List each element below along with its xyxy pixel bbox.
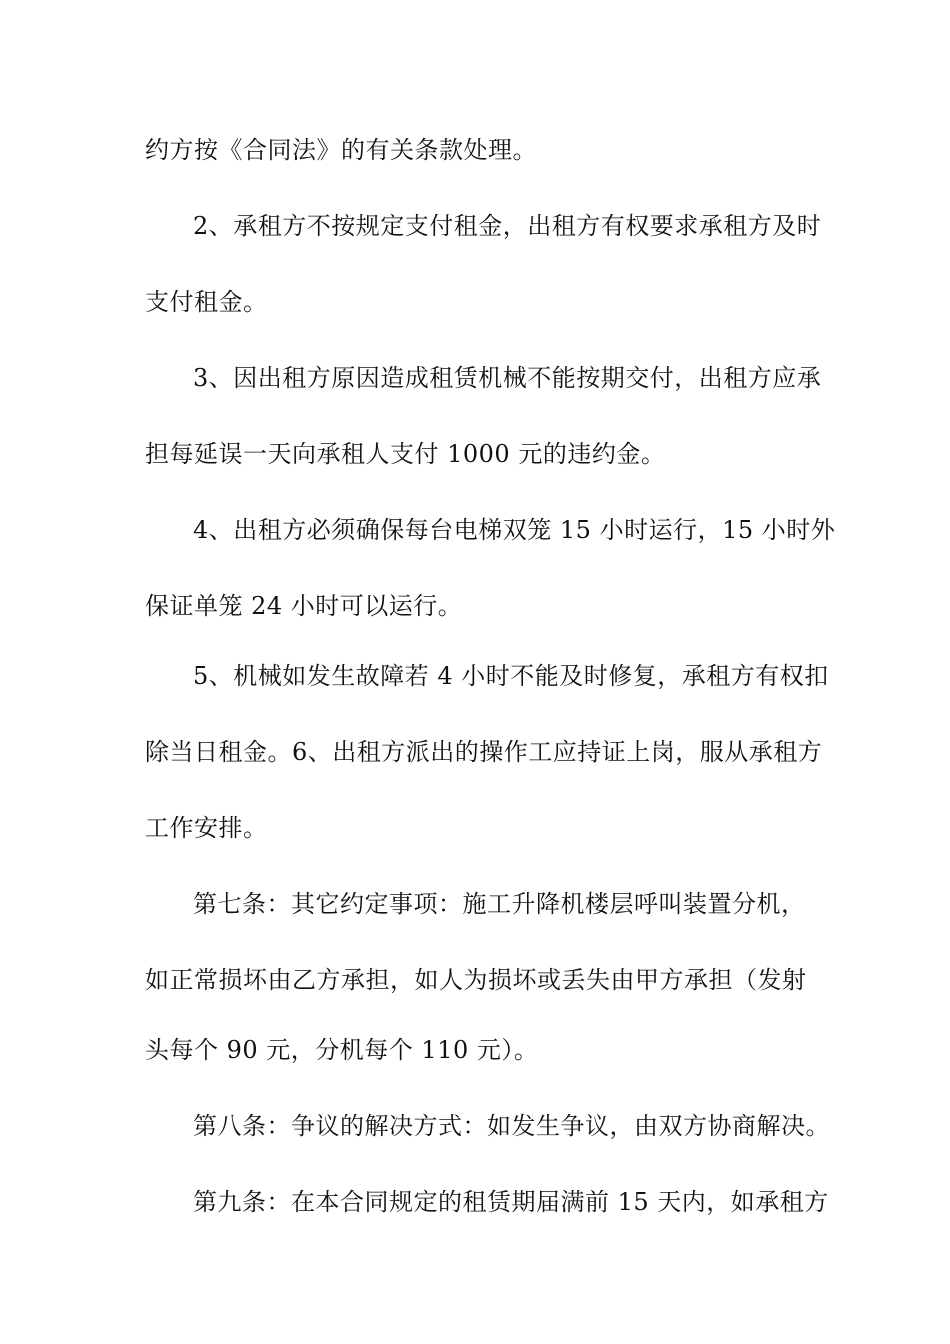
text-line: 工作安排。 [145,814,268,842]
text-line: 支付租金。 [145,288,268,316]
text-line: 保证单笼 24 小时可以运行。 [145,592,463,620]
text-line: 第九条：在本合同规定的租赁期届满前 15 天内，如承租方 [193,1188,829,1216]
text-line: 第八条：争议的解决方式：如发生争议，由双方协商解决。 [193,1112,830,1140]
text-line: 担每延误一天向承租人支付 1000 元的违约金。 [145,440,666,468]
text-line: 如正常损坏由乙方承担，如人为损坏或丢失由甲方承担（发射 [145,966,807,994]
text-line: 头每个 90 元，分机每个 110 元）。 [145,1036,539,1064]
text-line: 4、出租方必须确保每台电梯双笼 15 小时运行，15 小时外 [193,516,836,544]
text-line: 约方按《合同法》的有关条款处理。 [145,136,537,164]
text-line: 除当日租金。6、出租方派出的操作工应持证上岗，服从承租方 [145,738,823,766]
text-line: 第七条：其它约定事项：施工升降机楼层呼叫装置分机， [193,890,806,918]
text-line: 5、机械如发生故障若 4 小时不能及时修复，承租方有权扣 [193,662,829,690]
text-line: 3、因出租方原因造成租赁机械不能按期交付，出租方应承 [193,364,822,392]
text-line: 2、承租方不按规定支付租金，出租方有权要求承租方及时 [193,212,822,240]
